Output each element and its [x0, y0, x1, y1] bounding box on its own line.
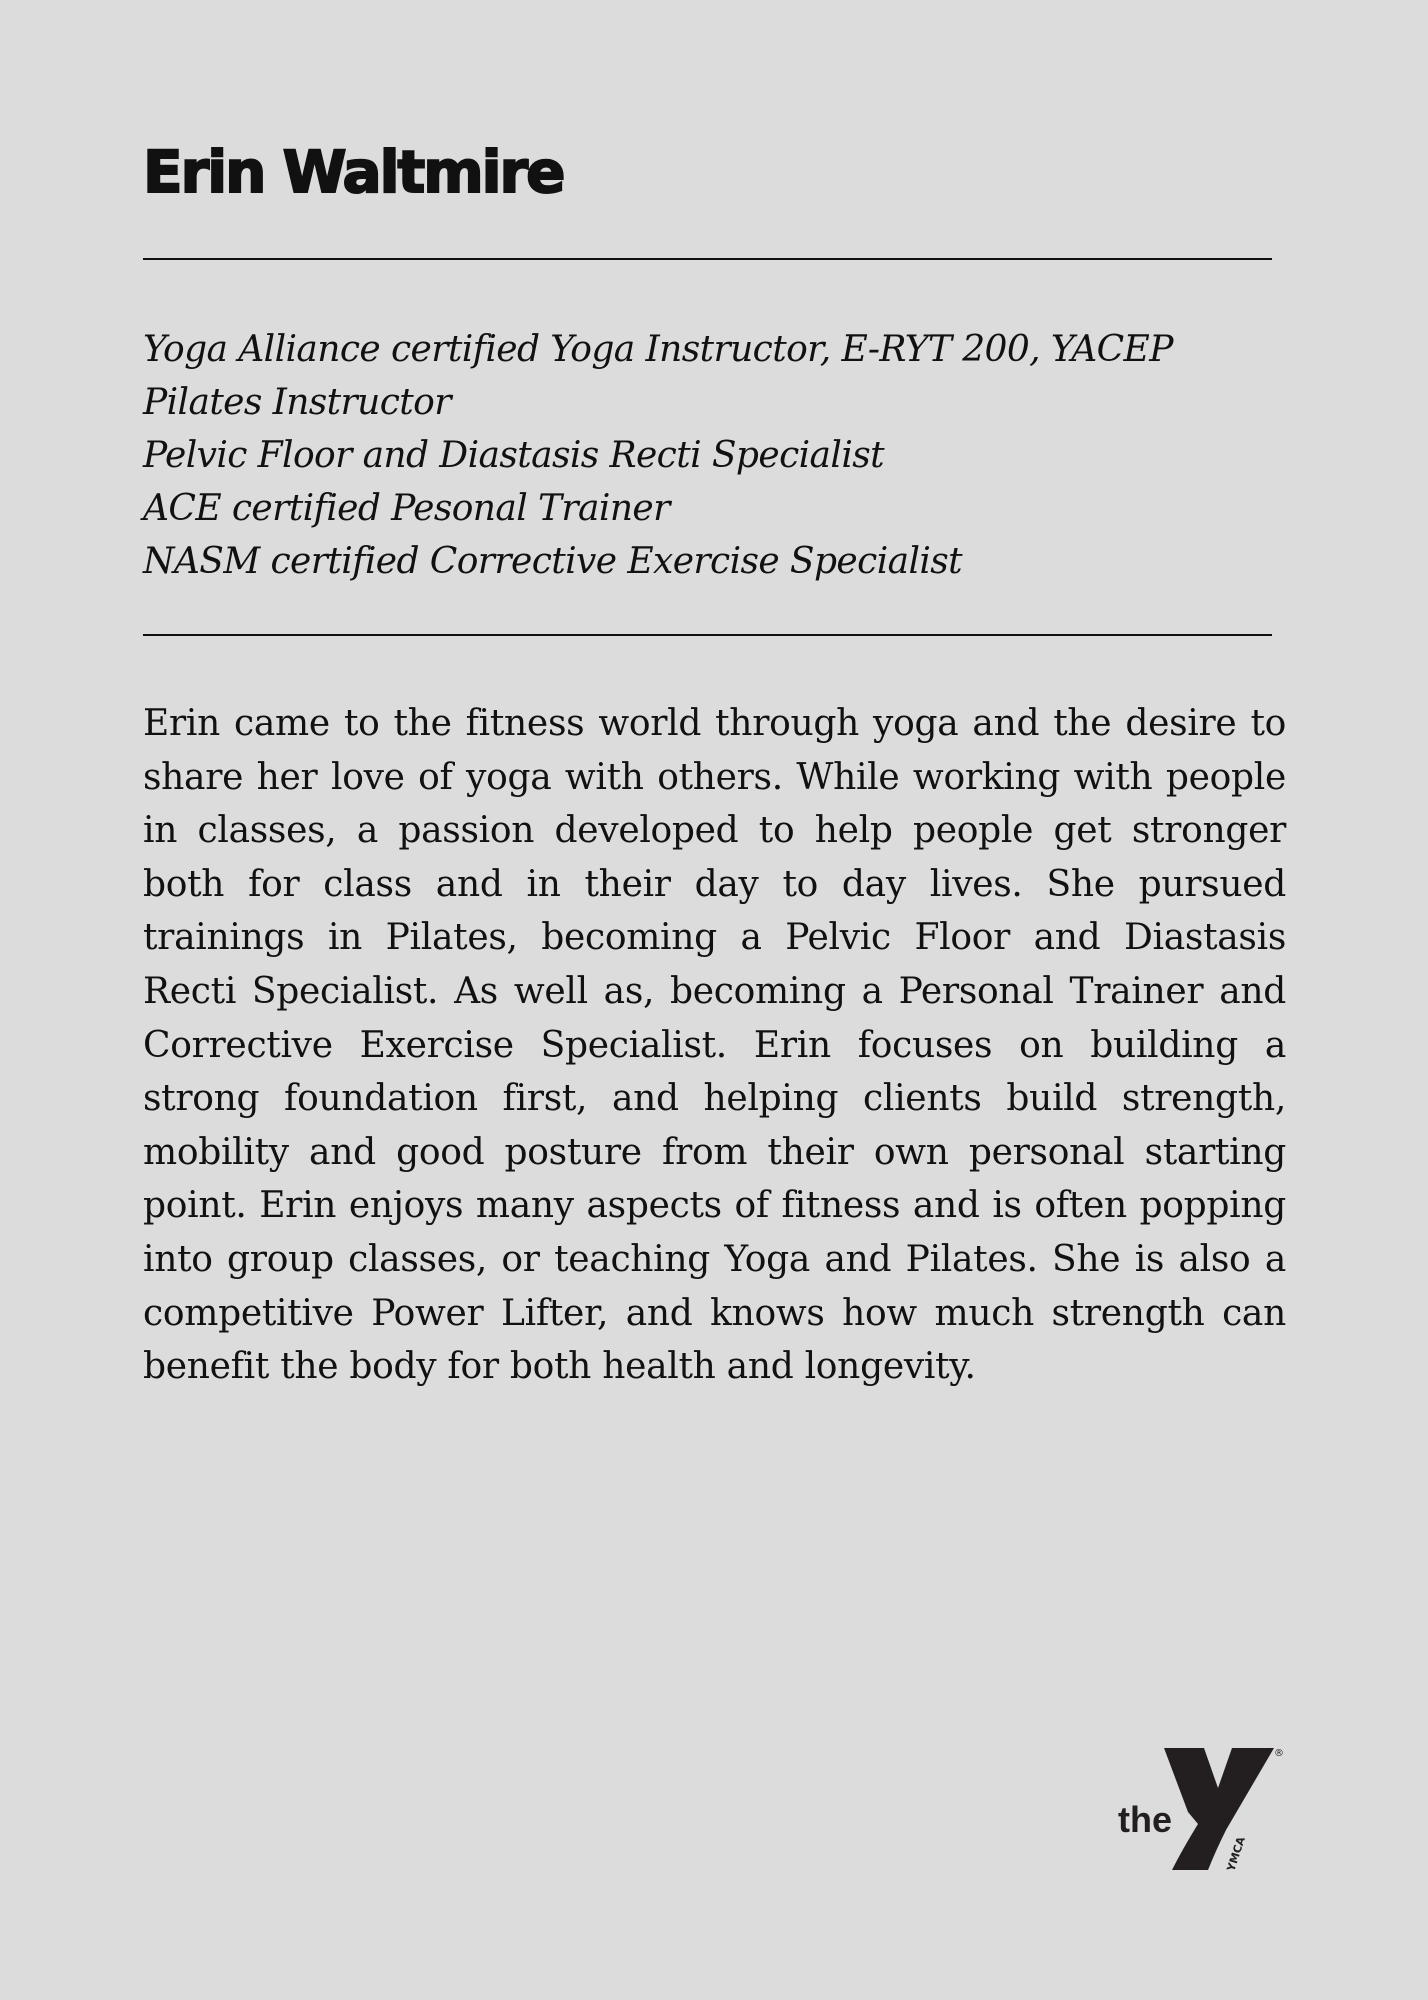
ymca-logo-icon	[1114, 1742, 1290, 1878]
logo-registered-mark: ®	[1274, 1748, 1284, 1759]
certifications-list	[143, 323, 1173, 588]
logo-ymca-text: YMCA	[1224, 1835, 1248, 1873]
certification-item: ACE certified Pesonal Trainer	[143, 488, 670, 529]
divider-middle	[143, 634, 1272, 636]
divider-top	[143, 258, 1272, 260]
bio-paragraph: Erin came to the fitness world through yoga and the desire to share her love of yoga with others. While working with people in classes, a passion developed to help people get stronger both for class and in their day to day lives. She pursued trainings in Pilates, becoming a Pelvic Floor and Diastasis Recti Specialist. As well as, becoming a Personal Trainer and Corrective Exercise Specialist. Erin focuses on building a strong foundation first, and helping clients build strength, mobility and good posture from their own personal starting point. Erin enjoys many aspects of fitness and is often popping into group classes, or teaching Yoga and Pilates. She is also a competitive Power Lifter, and knows how much strength can benefit the body for both health and longevity.	[143, 703, 1286, 1388]
bio-page	[143, 0, 1286, 2000]
logo-y-shape	[1164, 1748, 1274, 1870]
instructor-name: Erin Waltmire	[143, 138, 564, 206]
logo-the-text: the	[1118, 1799, 1172, 1840]
certification-item: Yoga Alliance certified Yoga Instructor, E-RYT 200, YACEP	[143, 329, 1173, 370]
certification-item: Pelvic Floor and Diastasis Recti Specialist	[143, 435, 884, 476]
certification-item: NASM certified Corrective Exercise Specialist	[143, 541, 963, 582]
certification-item: Pilates Instructor	[143, 382, 451, 423]
